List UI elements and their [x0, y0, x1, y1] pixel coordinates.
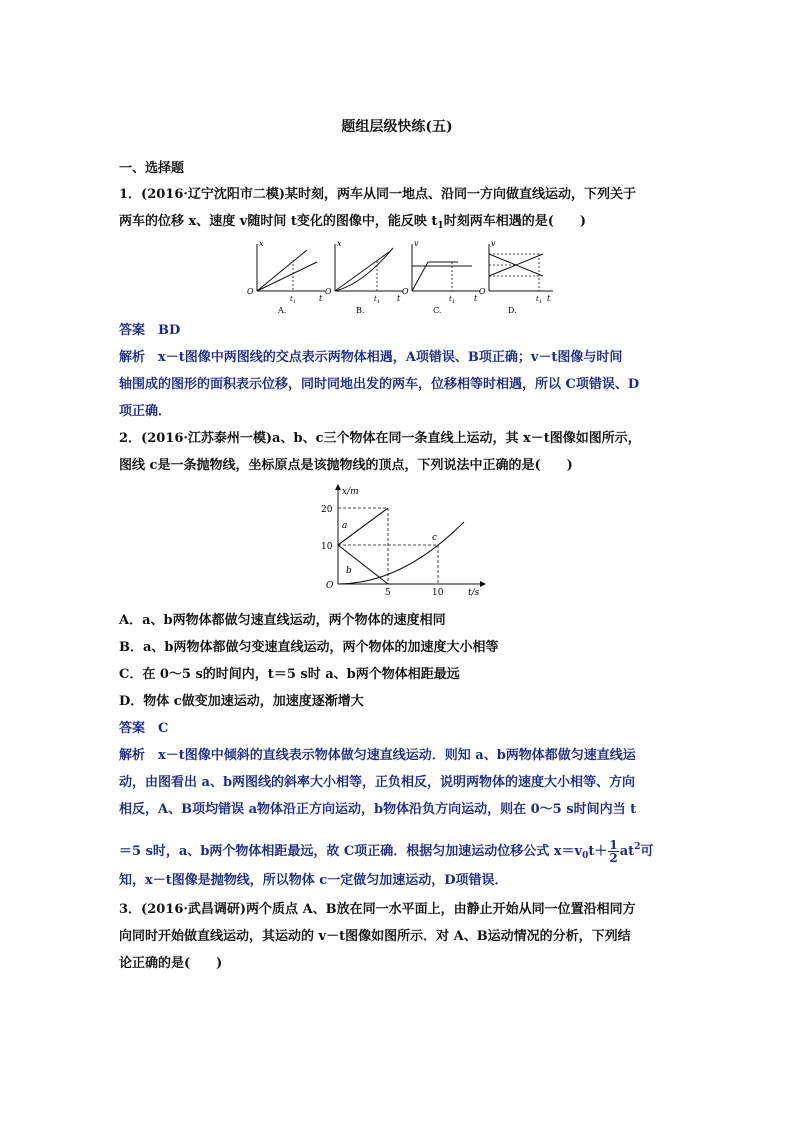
curve-label-c: c: [432, 533, 438, 543]
origin-label: O: [325, 287, 332, 296]
q2-analysis-line4: ＝5 s时，a、b两个物体相距最远，故 C项正确．根据匀加速运动位移公式 $x=v_0t+$ $\frac{1}{2}$ $at^2$可: [119, 838, 654, 865]
q2-answer: 答案 C: [119, 721, 169, 736]
graph-caption: A.: [278, 306, 287, 315]
q1-graph-b: [325, 239, 403, 315]
x-tick-label: 5: [385, 588, 391, 598]
q1-analysis-line2: 轴围成的图形的面积表示位移，同时同地出发的两车，位移相等时相遇，所以 C项错误、D: [119, 377, 640, 392]
curve-label-a: a: [342, 521, 348, 531]
curve-label-b: b: [346, 566, 352, 576]
q1-stem-line1: 1．(2016·辽宁沈阳市二模)某时刻，两车从同一地点、沿同一方向做直线运动，下列关于: [119, 187, 637, 202]
q1-graph-a: [247, 239, 325, 315]
graph-caption: B.: [356, 306, 365, 315]
axis-label: t: [319, 294, 323, 303]
q1-graphs: [245, 238, 555, 316]
x-tick-label: 10: [432, 588, 444, 598]
section-heading: 一、选择题: [119, 161, 185, 176]
q2-stem-line1: 2．(2016·江苏泰州一模)a、b、c三个物体在同一条直线上运动，其 x－t图像如图所示，: [119, 431, 641, 446]
q2-option-b: B．a、b两物体都做匀变速直线运动，两个物体的加速度大小相等: [119, 640, 499, 655]
axis-label: x: [337, 239, 342, 248]
q2-option-d: D．物体 c做变加速运动，加速度逐渐增大: [119, 694, 364, 709]
graph-caption: C.: [433, 306, 442, 315]
origin-label: O: [479, 287, 486, 296]
graph-caption: D.: [508, 306, 517, 315]
q3-stem-line2: 向同时开始做直线运动，其运动的 v－t图像如图所示．对 A、B运动情况的分析，下列结: [119, 929, 631, 944]
q3-stem-line3: 论正确的是( ): [119, 956, 223, 971]
q2-analysis-line5: 知，x－t图像是抛物线，所以物体 c一定做匀加速运动，D项错误．: [119, 873, 508, 888]
axis-label: t: [474, 294, 478, 303]
y-tick-label: 10: [321, 542, 333, 552]
axis-label: t: [397, 294, 401, 303]
axis-label: x: [259, 239, 264, 248]
origin-label: O: [326, 581, 334, 591]
x-axis-label: t/s: [468, 588, 480, 598]
q2-analysis-line1: 解析 x－t图像中倾斜的直线表示物体做匀速直线运动．则知 a、b两物体都做匀速直线运: [119, 748, 636, 763]
q1-graph-d: [479, 239, 553, 315]
q3-stem-line1: 3．(2016·武昌调研)两个质点 A、B放在同一水平面上，由静止开始从同一位置沿相同方: [119, 902, 636, 917]
fraction-one-half: $\frac{1}{2}$: [609, 838, 618, 865]
page-title: 题组层级快练(五): [341, 119, 453, 135]
axis-label: v: [491, 239, 496, 248]
y-tick-label: 20: [321, 505, 333, 515]
q2-analysis-line2: 动，由图看出 a、b两图线的斜率大小相等，正负相反，说明两物体的速度大小相等、方向: [119, 775, 636, 790]
tick-label: $t_1$: [374, 295, 381, 305]
origin-label: O: [247, 287, 254, 296]
origin-label: O: [402, 287, 409, 296]
tick-label: $t_1$: [290, 295, 297, 305]
q2-stem-line2: 图线 c是一条抛物线，坐标原点是该抛物线的顶点，下列说法中正确的是( ): [119, 458, 573, 473]
q2-xt-figure: [320, 482, 490, 602]
q1-answer: 答案 BD: [119, 323, 181, 338]
q1-analysis-line1: 解析 x－t图像中两图线的交点表示两物体相遇，A项错误、B项正确；v－t图像与时间: [119, 350, 623, 365]
tick-label: $t_1$: [536, 295, 543, 305]
q2-option-a: A．a、b两物体都做匀速直线运动，两个物体的速度相同: [119, 613, 446, 628]
axis-label: t: [547, 294, 551, 303]
tick-label: $t_1$: [449, 295, 456, 305]
q1-analysis-line3: 项正确．: [119, 404, 172, 419]
y-axis-label: x/m: [342, 487, 359, 497]
q1-stem-line2: 两车的位移 x、速度 v随时间 t变化的图像中，能反映 $t_1$时刻两车相遇的是( ): [119, 214, 586, 231]
q2-option-c: C．在 0～5 s的时间内，t＝5 s时 a、b两个物体相距最远: [119, 667, 460, 682]
q2-analysis-line3: 相反，A、B项均错误 a物体沿正方向运动，b物体沿负方向运动，则在 0～5 s时间内当 t: [119, 802, 637, 817]
q1-graph-c: [402, 239, 480, 315]
axis-label: v: [414, 239, 419, 248]
